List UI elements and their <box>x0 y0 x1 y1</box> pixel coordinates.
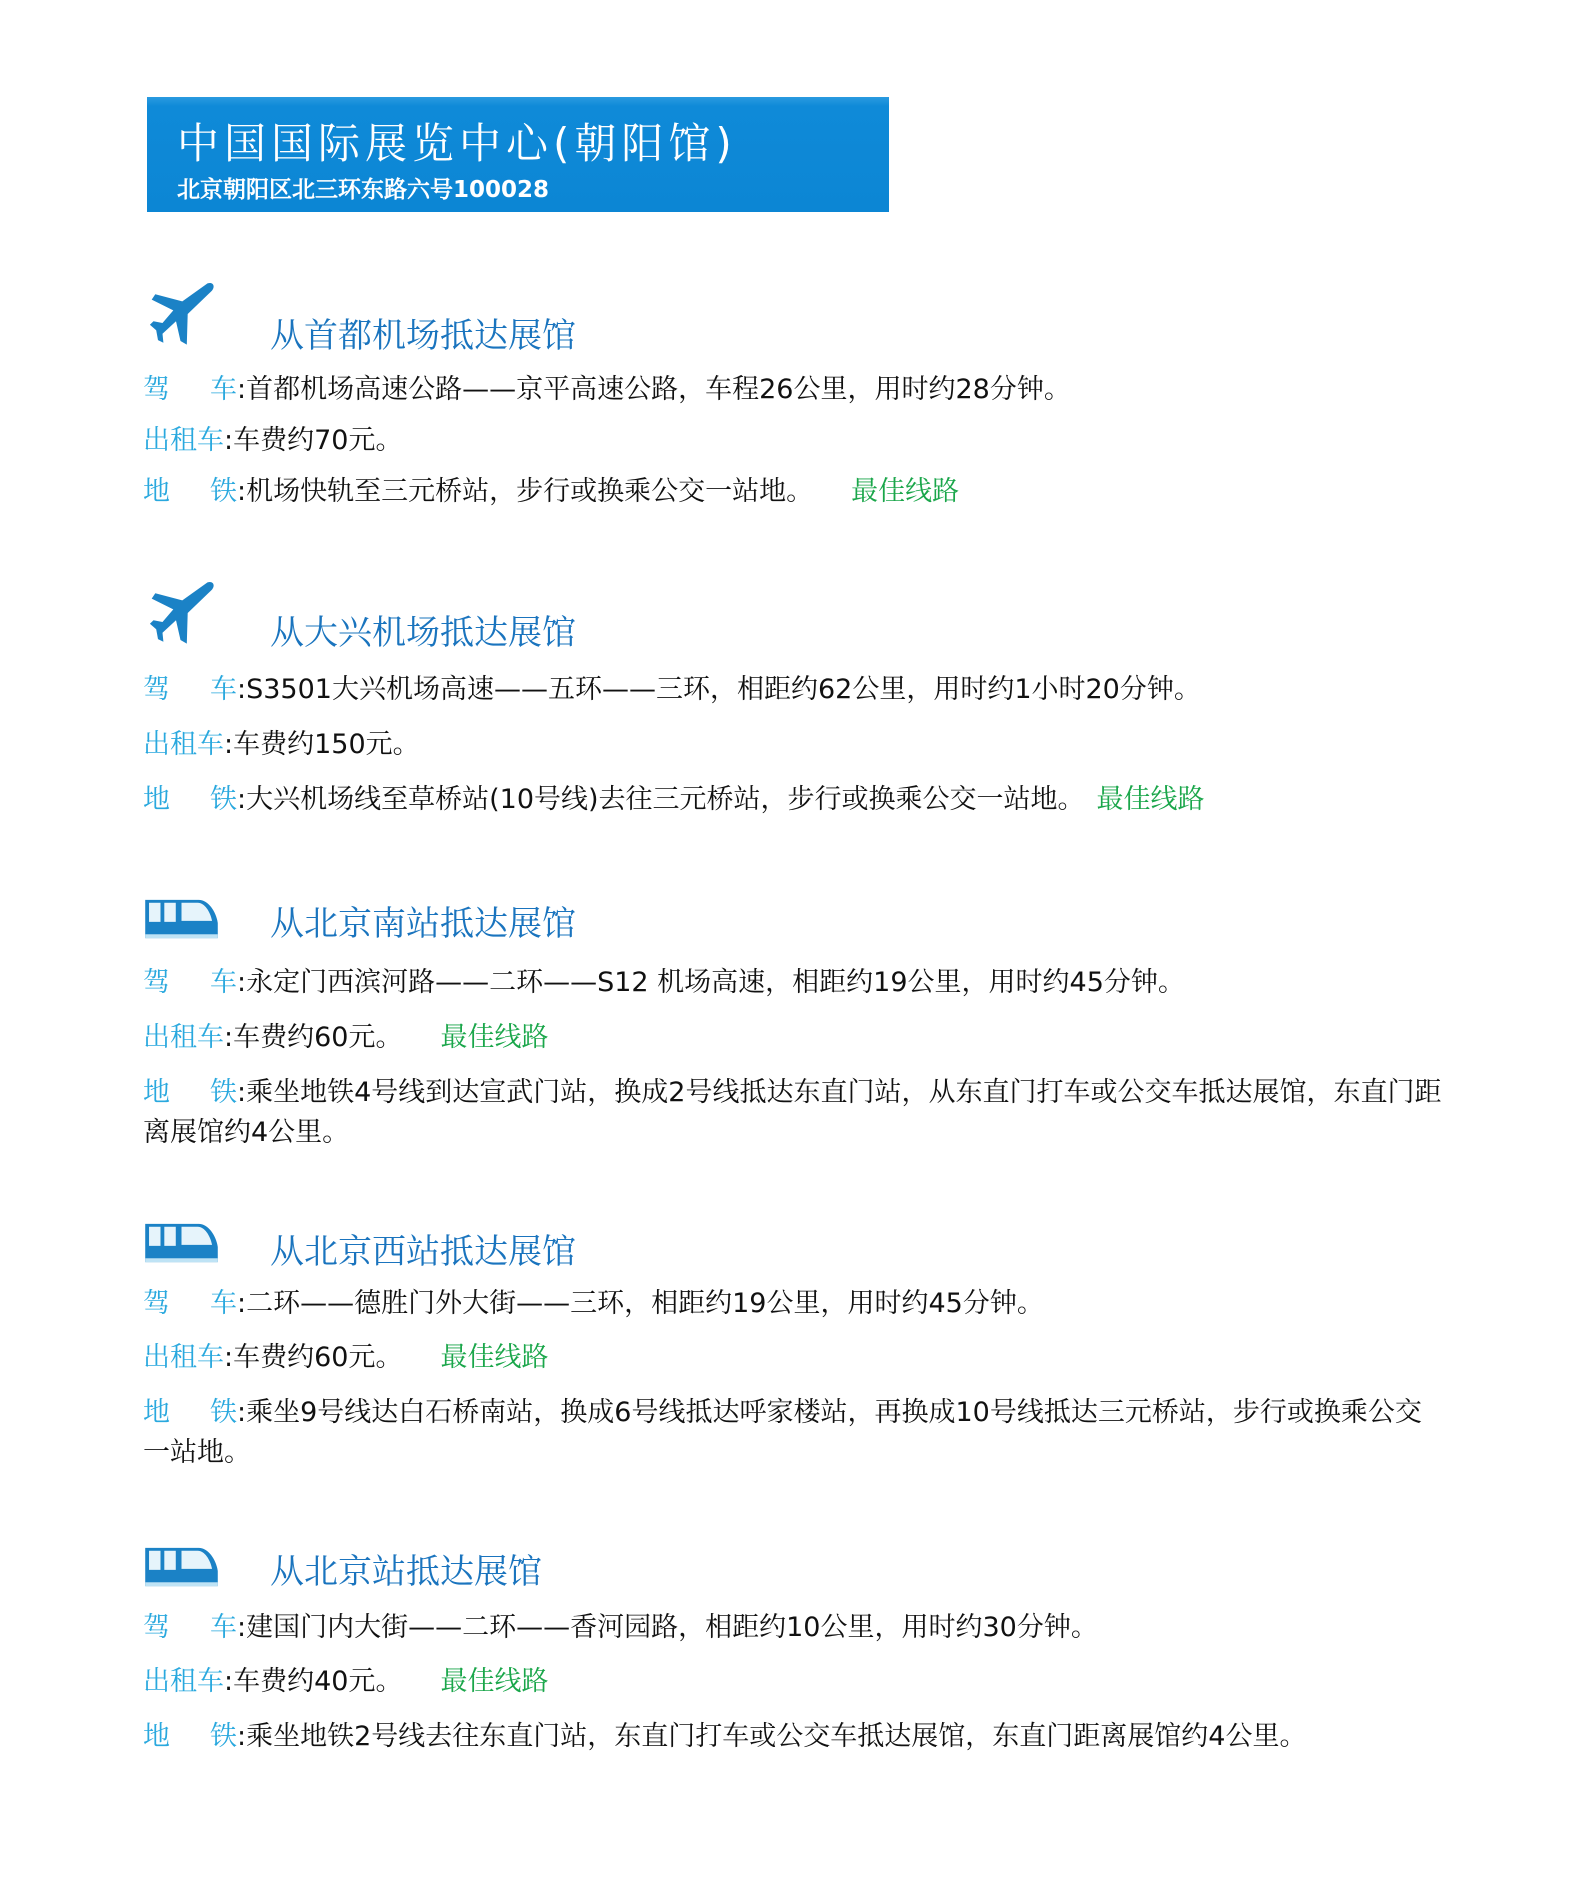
taxi-text: 车费约40元。 <box>233 1666 403 1697</box>
drive-row: 驾 车:S3501大兴机场高速——五环——三环，相距约62公里，用时约1小时20分钟。 <box>143 674 1201 705</box>
best-route-tag: 最佳线路 <box>851 476 960 507</box>
drive-label: 驾 车 <box>143 1612 237 1643</box>
taxi-row: 出租车:车费约40元。 最佳线路 <box>143 1666 549 1697</box>
drive-text: 永定门西滨河路——二环——S12 机场高速，相距约19公里，用时约45分钟。 <box>246 967 1185 998</box>
section-heading: 从大兴机场抵达展馆 <box>270 613 576 653</box>
train-icon <box>143 898 220 940</box>
subway-label: 地 铁 <box>143 1077 237 1108</box>
best-route-tag: 最佳线路 <box>440 1342 549 1373</box>
taxi-label: 出租车 <box>143 1342 224 1373</box>
taxi-label: 出租车 <box>143 729 224 760</box>
drive-label: 驾 车 <box>143 967 237 998</box>
taxi-label: 出租车 <box>143 1022 224 1053</box>
drive-text: 二环——德胜门外大街——三环，相距约19公里，用时约45分钟。 <box>246 1288 1044 1319</box>
drive-label: 驾 车 <box>143 674 237 705</box>
section-heading: 从北京南站抵达展馆 <box>270 904 576 944</box>
section-heading: 从北京站抵达展馆 <box>270 1552 542 1592</box>
drive-label: 驾 车 <box>143 374 237 405</box>
taxi-label: 出租车 <box>143 425 224 456</box>
best-route-tag: 最佳线路 <box>1096 784 1205 815</box>
subway-text: 乘坐地铁4号线到达宣武门站，换成2号线抵达东直门站，从东直门打车或公交车抵达展馆，东直门距离展馆约4公里。 <box>143 1077 1442 1148</box>
train-icon <box>143 1222 220 1264</box>
taxi-text: 车费约60元。 <box>233 1022 403 1053</box>
drive-text: S3501大兴机场高速——五环——三环，相距约62公里，用时约1小时20分钟。 <box>246 674 1201 705</box>
subway-text: 机场快轨至三元桥站，步行或换乘公交一站地。 <box>246 476 814 507</box>
subway-row: 地 铁:机场快轨至三元桥站，步行或换乘公交一站地。 最佳线路 <box>143 476 960 507</box>
taxi-row: 出租车:车费约70元。 <box>143 425 403 456</box>
subway-row: 地 铁:乘坐地铁4号线到达宣武门站，换成2号线抵达东直门站，从东直门打车或公交车抵达展馆，东直门距离展馆约4公里。 <box>143 1077 1442 1148</box>
taxi-row: 出租车:车费约150元。 <box>143 729 420 760</box>
subway-label: 地 铁 <box>143 1397 237 1428</box>
taxi-text: 车费约150元。 <box>233 729 420 760</box>
best-route-tag: 最佳线路 <box>440 1022 549 1053</box>
taxi-text: 车费约70元。 <box>233 425 403 456</box>
drive-row: 驾 车:首都机场高速公路——京平高速公路，车程26公里，用时约28分钟。 <box>143 374 1071 405</box>
airplane-icon <box>143 278 218 350</box>
subway-label: 地 铁 <box>143 784 237 815</box>
drive-row: 驾 车:永定门西滨河路——二环——S12 机场高速，相距约19公里，用时约45分钟。 <box>143 967 1185 998</box>
subway-row: 地 铁:大兴机场线至草桥站(10号线)去往三元桥站，步行或换乘公交一站地。 最佳线路 <box>143 784 1205 815</box>
subway-text: 大兴机场线至草桥站(10号线)去往三元桥站，步行或换乘公交一站地。 <box>246 784 1085 815</box>
venue-title: 中国国际展览中心(朝阳馆) <box>177 119 737 168</box>
section-heading: 从北京西站抵达展馆 <box>270 1232 576 1272</box>
drive-text: 首都机场高速公路——京平高速公路，车程26公里，用时约28分钟。 <box>246 374 1071 405</box>
subway-text: 乘坐9号线达白石桥南站，换成6号线抵达呼家楼站，再换成10号线抵达三元桥站，步行或换乘公交一站地。 <box>143 1397 1422 1468</box>
venue-banner <box>147 97 889 212</box>
train-icon <box>143 1546 220 1588</box>
best-route-tag: 最佳线路 <box>440 1666 549 1697</box>
airplane-icon <box>143 577 218 649</box>
taxi-row: 出租车:车费约60元。 最佳线路 <box>143 1022 549 1053</box>
section-heading: 从首都机场抵达展馆 <box>270 316 576 356</box>
subway-label: 地 铁 <box>143 1721 237 1752</box>
venue-address: 北京朝阳区北三环东路六号100028 <box>177 177 550 203</box>
subway-label: 地 铁 <box>143 476 237 507</box>
taxi-label: 出租车 <box>143 1666 224 1697</box>
taxi-text: 车费约60元。 <box>233 1342 403 1373</box>
drive-text: 建国门内大街——二环——香河园路，相距约10公里，用时约30分钟。 <box>246 1612 1098 1643</box>
subway-row: 地 铁:乘坐9号线达白石桥南站，换成6号线抵达呼家楼站，再换成10号线抵达三元桥站，步行或换乘公交一站地。 <box>143 1397 1422 1468</box>
drive-row: 驾 车:二环——德胜门外大街——三环，相距约19公里，用时约45分钟。 <box>143 1288 1044 1319</box>
subway-text: 乘坐地铁2号线去往东直门站，东直门打车或公交车抵达展馆，东直门距离展馆约4公里。 <box>246 1721 1307 1752</box>
subway-row: 地 铁:乘坐地铁2号线去往东直门站，东直门打车或公交车抵达展馆，东直门距离展馆约4公里。 <box>143 1721 1307 1752</box>
taxi-row: 出租车:车费约60元。 最佳线路 <box>143 1342 549 1373</box>
drive-row: 驾 车:建国门内大街——二环——香河园路，相距约10公里，用时约30分钟。 <box>143 1612 1098 1643</box>
drive-label: 驾 车 <box>143 1288 237 1319</box>
